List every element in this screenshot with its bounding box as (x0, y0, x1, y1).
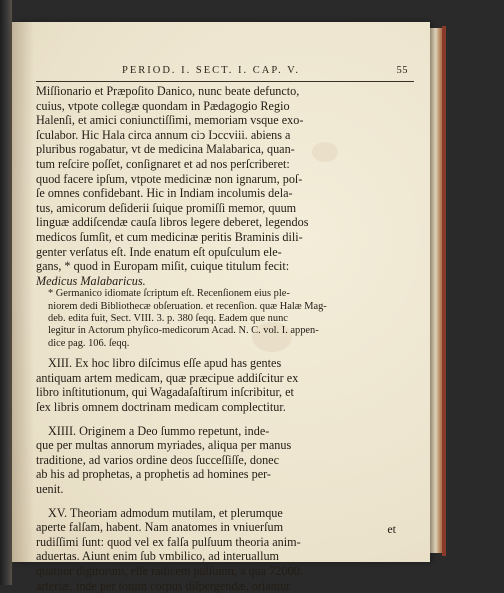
text-line: que per multas annorum myriades, aliqua per manus (36, 438, 292, 453)
paragraph-xv (36, 506, 416, 593)
text-line: genter verſatus eſt. Inde enatum eſt opuſculum ele- (36, 244, 282, 259)
page-gutter-shadow (12, 22, 34, 562)
text-line: ſex libris omnem doctrinam medicam complectitur. (36, 400, 286, 415)
text-line: antiquam artem medicam, quæ præcipue addiſcitur ex (36, 370, 299, 385)
text-line: medicos ſumſit, et cum medicinæ peritis Braminis dili- (36, 229, 303, 244)
text-line: libro inſtitutionum, qui Wagadaſaſtirum inſcribitur, et (36, 385, 294, 400)
text-line: rudiſſimi ſunt: quod vel ex falſa pulſuum theoria anim- (36, 534, 301, 549)
text-line: ab his ad prophetas, a prophetis ad homines per- (36, 467, 271, 482)
text-line: tus, amicorum deſiderii ſuique promiſſi memor, quum (36, 200, 297, 215)
text-line: aperte falſam, habent. Nam anatomes in vniuerſum (36, 520, 284, 535)
main-text (36, 84, 416, 593)
text-line: quod facere ipſum, vtpote medicinæ non ignarum, poſ- (36, 171, 303, 186)
footnote-line: legitur in Actorum phyſico-medicorum Acad. N. C. vol. I. appen- (48, 325, 319, 337)
text-line: XV. Theoriam admodum mutilam, et plerumque (48, 505, 283, 520)
text-line: gans, * quod in Europam miſit, cuique titulum fecit: (36, 259, 290, 274)
book-page (12, 22, 430, 593)
footnote-line: deb. edita fuit, Sect. VIII. 3. p. 380 ſeqq. Eadem que nunc (48, 313, 288, 325)
text-line: pluribus rogabatur, vt de medicina Malabarica, quan- (36, 142, 295, 157)
text-line: quatuor digitorum, eſſe radicem pulſuum, a qua 72000. (36, 563, 303, 578)
page-number: 55 (396, 65, 408, 76)
book-cover-edge (442, 26, 446, 556)
footnote-line: * Germanico idiomate ſcriptum eſt. Recenſionem eius ple- (48, 288, 290, 300)
paragraph-1 (36, 84, 416, 288)
running-head (42, 65, 412, 79)
catchword: et (387, 522, 396, 536)
text-line: cuius, vtpote collegæ quondam in Pædagogio Regio (36, 98, 290, 113)
text-line: arteriæ, inde per totum corpus diſpergendæ, oriantur (36, 578, 291, 593)
text-line: Halenſi, et amici coniunctiſſimi, memoriam vsque exo- (36, 113, 304, 128)
text-line: tum reſcire poſſet, conſignaret et ad nos perſcriberet: (36, 156, 290, 171)
text-line: uenit. (36, 482, 64, 497)
running-title: PERIOD. I. SECT. I. CAP. V. (122, 65, 300, 76)
text-line: traditione, ad varios ordine deos ſucceſſiſſe, donec (36, 452, 279, 467)
paragraph-xiiii (36, 424, 416, 497)
book-title: Medicus Malabaricus. (36, 273, 146, 288)
text-line: ſculabor. Hic Hala circa annum ciↄ Iↄccviii. abiens a (36, 127, 291, 142)
book-spine-shadow (0, 0, 12, 585)
footnote-line: dice pag. 106. ſeqq. (48, 337, 130, 349)
footnote-line: niorem dedi Bibliothecæ obſeruation. et recenſion. quæ Halæ Mag- (48, 300, 327, 312)
text-line: XIIII. Originem a Deo ſummo repetunt, inde- (48, 423, 270, 438)
footnote (36, 288, 416, 350)
header-rule (36, 81, 414, 82)
text-line: linguæ addiſcendæ cauſa libros legere deberet, legendos (36, 215, 309, 230)
text-line: Miſſionario et Præpoſito Danico, nunc beate defuncto, (36, 84, 300, 98)
text-line: ſe omnes confidebant. Hic in Indiam incolumis dela- (36, 186, 293, 201)
text-line: aduertas. Aiunt enim ſub vmbilico, ad interuallum (36, 549, 280, 564)
text-line: XIII. Ex hoc libro diſcimus eſſe apud has gentes (48, 356, 282, 371)
paragraph-xiii (36, 356, 416, 414)
